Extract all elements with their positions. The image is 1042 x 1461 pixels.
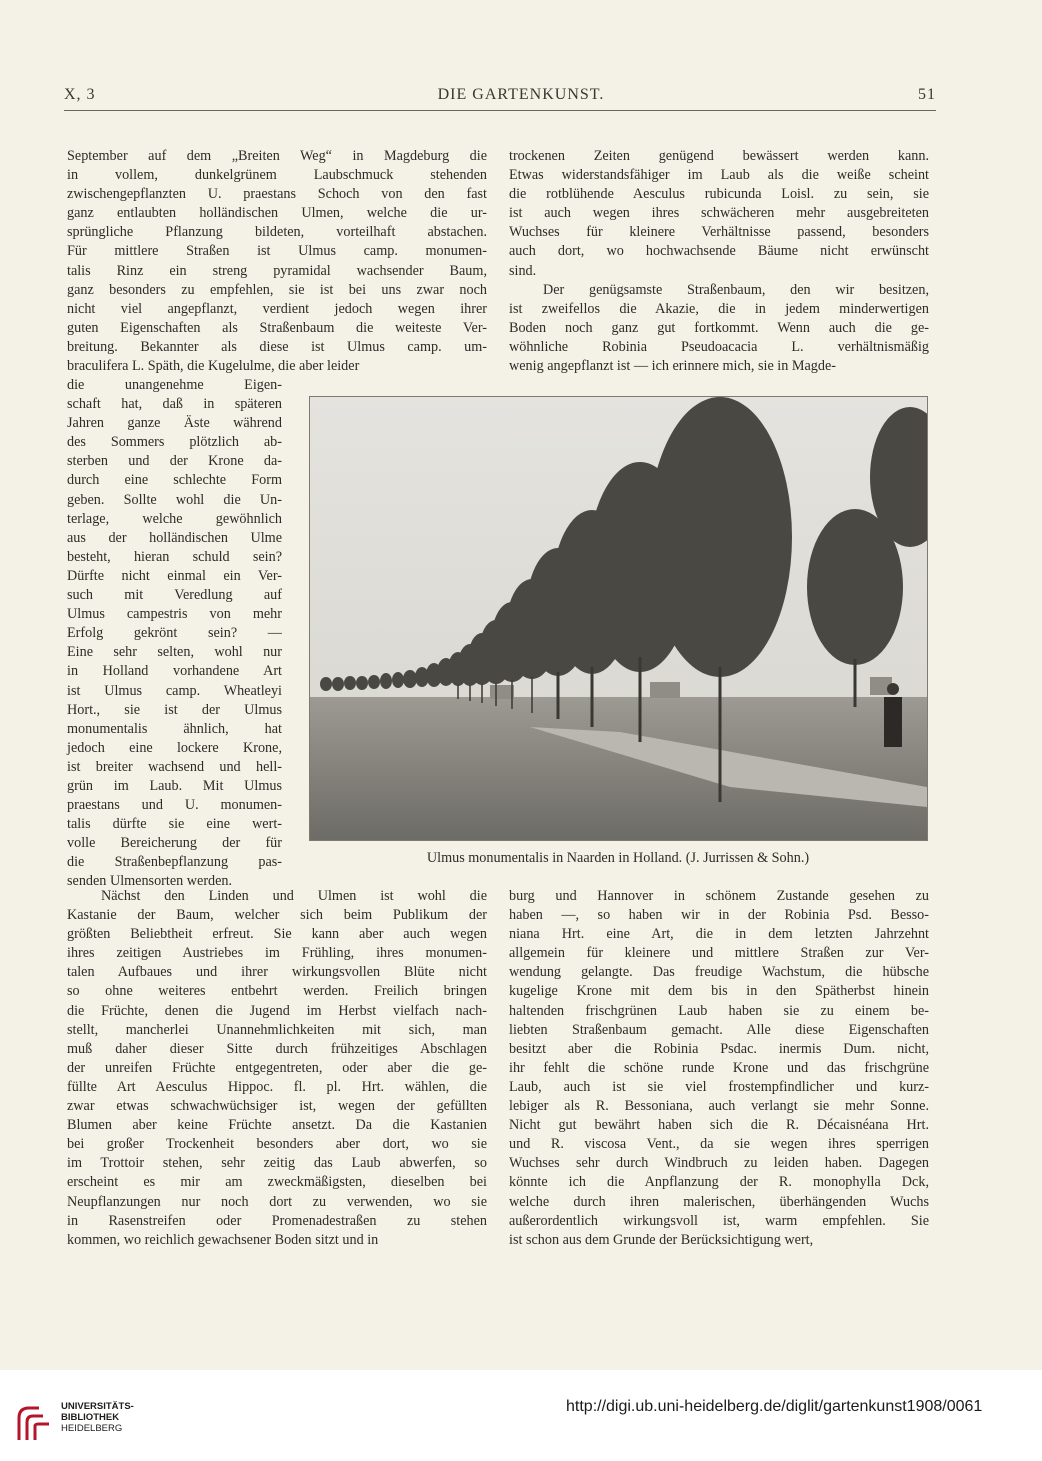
right-column-upper — [509, 147, 929, 376]
text-line: kommen, wo reichlich gewachsener Boden sitzt und in — [67, 1231, 379, 1248]
text-line: Kastanie der Baum, welcher sich beim Publikum der — [67, 907, 487, 924]
text-line: ihres zeitigen Austriebes im Frühling, ihres monumen- — [67, 945, 487, 962]
text-line: jedoch eine lockere Krone, — [67, 739, 282, 756]
text-line: auch dort, wo hochwachsende Bäume nicht erwünscht — [509, 243, 929, 260]
library-name — [61, 1401, 134, 1434]
text-line: breitung. Bekannter als diese ist Ulmus camp. um- — [67, 338, 487, 355]
text-line: der unreifen Früchte entgegentreten, oder aber die ge- — [67, 1059, 487, 1076]
left-column-lower — [67, 887, 487, 1250]
text-line: sind. — [509, 262, 537, 279]
text-line: such mit Veredlung auf — [67, 587, 282, 604]
text-line: so ohne weiteres entbehrt werden. Freilich bringen — [67, 983, 487, 1000]
photo-avenue-of-elms — [309, 396, 928, 841]
text-line: füllte Art Aesculus Hippoc. fl. pl. Hrt. wählen, die — [67, 1078, 487, 1095]
text-line: allgemein für kleinere und mittlere Straßen zur Ver- — [509, 945, 929, 962]
text-line: talis dürfte sie eine wert- — [67, 816, 282, 833]
text-line: ist breiter wachsend und hell- — [67, 758, 282, 775]
text-line: volle Bereicherung der für — [67, 835, 282, 852]
text-line: muß daher dieser Sitte durch frühzeitiges Abschlagen — [67, 1040, 487, 1057]
text-line: Wuchses für kleinere Verhältnisse passend, besonders — [509, 224, 929, 241]
text-line: Ulmus campestris von mehr — [67, 606, 282, 623]
right-column-lower — [509, 887, 929, 1250]
text-line: erscheint es mir am zweckmäßigsten, dieselben bei — [67, 1174, 487, 1191]
text-line: talen Aufbaues und ihrer wirkungsvollen Blüte nicht — [67, 964, 487, 981]
text-line: im Trottoir stehen, sehr zeitig das Laub abwerfen, so — [67, 1155, 487, 1172]
text-line: besteht, hieran schuld sein? — [67, 548, 282, 565]
text-line: ist auch wegen ihres schwächeren mehr ausgebreiteten — [509, 205, 929, 222]
text-line: Laub, auch ist sie viel frostempfindlicher und kurz- — [509, 1078, 929, 1095]
text-line: Nicht gut bewährt haben sich die R. Décaisnéana Hrt. — [509, 1117, 929, 1134]
text-line: zwischengepflanzten U. praestans Schoch von den fast — [67, 186, 487, 203]
library-line3: HEIDELBERG — [61, 1423, 123, 1434]
left-column-upper — [67, 147, 487, 376]
text-line: Neupflanzungen nur noch dort zu verwenden, wo sie — [67, 1193, 487, 1210]
text-line: stellt, mancherlei Unannehmlichkeiten mit sich, man — [67, 1021, 487, 1038]
text-line: ganz entlaubten holländischen Ulmen, welche die ur- — [67, 205, 487, 222]
text-line: ist schon aus dem Grunde der Berücksichtigung wert, — [509, 1231, 814, 1248]
running-head-title: DIE GARTENKUNST. — [437, 86, 605, 103]
left-column-narrow — [67, 376, 282, 892]
text-line: außerordentlich wirkungsvoll ist, warm empfehlen. Sie — [509, 1212, 929, 1229]
text-line: in Rasenstreifen oder Promenadestraßen zu stehen — [67, 1212, 487, 1229]
text-line: sterben und der Krone da- — [67, 453, 282, 470]
text-line: Boden noch ganz gut fortkommt. Wenn auch die ge- — [509, 319, 929, 336]
text-line: besitzt aber die Robinia Psdac. inermis Dum. nicht, — [509, 1040, 929, 1057]
text-line: ihr fehlt die schöne runde Krone und das frischgrüne — [509, 1059, 929, 1076]
text-line: sprüngliche Pflanzung bildeten, vorteilhaft abstachen. — [67, 224, 487, 241]
text-line: die Früchte, denen die Jugend im Herbst vielfach nach- — [67, 1002, 487, 1019]
text-line: die unangenehme Eigen- — [67, 377, 282, 393]
text-line: Etwas widerstandsfähiger im Laub als die weiße scheint — [509, 167, 929, 184]
text-line: braculifera L. Späth, die Kugelulme, die aber leider — [67, 358, 360, 375]
text-line: Dürfte nicht einmal ein Ver- — [67, 567, 282, 584]
text-line: ganz besonders zu empfehlen, sie ist bei uns zwar noch — [67, 281, 487, 298]
text-line: monumentalis ähnlich, hat — [67, 720, 282, 737]
text-line: geben. Sollte wohl die Un- — [67, 491, 282, 508]
text-line: haben —, so haben wir in der Robinia Psd. Besso- — [509, 907, 929, 924]
figure-caption: Ulmus monumentalis in Naarden in Holland. (J. Jurrissen & Sohn.) — [426, 850, 810, 866]
text-line: liebten Straßenbaum gemacht. Alle diese Eigenschaften — [509, 1021, 929, 1038]
running-head-volume: X, 3 — [64, 86, 96, 103]
text-line: die Straßenbepflanzung pas- — [67, 854, 282, 871]
text-line: aus der holländischen Ulme — [67, 529, 282, 546]
library-line1: UNIVERSITÄTS- — [61, 1401, 134, 1412]
text-line: durch eine schlechte Form — [67, 472, 282, 489]
text-line: praestans und U. monumen- — [67, 797, 282, 814]
text-line: ist zweifellos die Akazie, die in jedem minderwertigen — [509, 300, 929, 317]
text-line: größten Beliebtheit erfreut. Sie kann aber auch wegen — [67, 926, 487, 943]
text-line: senden Ulmensorten werden. — [67, 873, 233, 890]
source-url-link[interactable]: http://digi.ub.uni-heidelberg.de/diglit/gartenkunst1908/0061 — [566, 1398, 983, 1415]
text-line: burg und Hannover in schönem Zustande gesehen zu — [509, 888, 929, 904]
text-line: Nächst den Linden und Ulmen ist wohl die — [101, 888, 487, 904]
text-line: Erfolg gekrönt sein? — — [67, 625, 282, 642]
text-line: Jahren ganze Äste während — [67, 415, 282, 432]
text-line: Eine sehr selten, wohl nur — [67, 644, 282, 661]
text-line: wendung gelangte. Das freudige Wachstum, die hübsche — [509, 964, 929, 981]
text-line: in Holland vorhandene Art — [67, 663, 282, 680]
text-line: trockenen Zeiten genügend bewässert werden kann. — [509, 148, 929, 164]
text-line: Wuchses sehr durch Windbruch zu leiden haben. Dagegen — [509, 1155, 929, 1172]
library-line2: BIBLIOTHEK — [61, 1412, 120, 1423]
text-line: terlage, welche gewöhnlich — [67, 510, 282, 527]
text-line: Für mittlere Straßen ist Ulmus camp. monumen- — [67, 243, 487, 260]
page-number: 51 — [918, 86, 936, 103]
text-line: in vollem, dunkelgrünem Laubschmuck stehenden — [67, 167, 487, 184]
text-line: grün im Laub. Mit Ulmus — [67, 777, 282, 794]
text-line: haltenden frischgrünen Laub haben sie zu einem be- — [509, 1002, 929, 1019]
text-line: ist Ulmus camp. Wheatleyi — [67, 682, 282, 699]
text-line: schaft hat, daß in späteren — [67, 396, 282, 413]
text-line: guten Eigenschaften als Straßenbaum die weiteste Ver- — [67, 319, 487, 336]
text-line: könnte ich die Anpflanzung der R. monophylla Dck, — [509, 1174, 929, 1191]
text-line: lebiger als R. Bessoniana, auch verlangt sie mehr Sonne. — [509, 1098, 929, 1115]
text-line: kugelige Krone mit dem bis in den Spätherbst hinein — [509, 983, 929, 1000]
library-logo-icon — [13, 1400, 57, 1444]
text-line: die rotblühende Aesculus rubicunda Loisl. zu sein, sie — [509, 186, 929, 203]
header-rule — [64, 110, 936, 111]
text-line: des Sommers plötzlich ab- — [67, 434, 282, 451]
text-line: und R. viscosa Vent., da sie wegen ihres sperrigen — [509, 1136, 929, 1153]
text-line: Hort., sie ist der Ulmus — [67, 701, 282, 718]
text-line: Der genügsamste Straßenbaum, den wir besitzen, — [543, 281, 929, 298]
text-line: talis Rinz ein streng pyramidal wachsender Baum, — [67, 262, 487, 279]
text-line: wöhnliche Robinia Pseudoacacia L. verhältnismäßig — [509, 338, 929, 355]
text-line: September auf dem „Breiten Weg“ in Magdeburg die — [67, 148, 487, 164]
text-line: wenig angepflanzt ist — ich erinnere mich, sie in Magde- — [509, 358, 836, 375]
text-line: welche durch ihren malerischen, überhängenden Wuchs — [509, 1193, 929, 1210]
text-line: bei großer Trockenheit besonders aber dort, wo sie — [67, 1136, 487, 1153]
text-line: Blumen aber keine Früchte ansetzt. Da die Kastanien — [67, 1117, 487, 1134]
text-line: zwar etwas schwachwüchsiger ist, wegen der gefüllten — [67, 1098, 487, 1115]
text-line: nicht viel angepflanzt, verdient jedoch wegen ihrer — [67, 300, 487, 317]
text-line: niana Hrt. eine Art, die in dem letzten Jahrzehnt — [509, 926, 929, 943]
